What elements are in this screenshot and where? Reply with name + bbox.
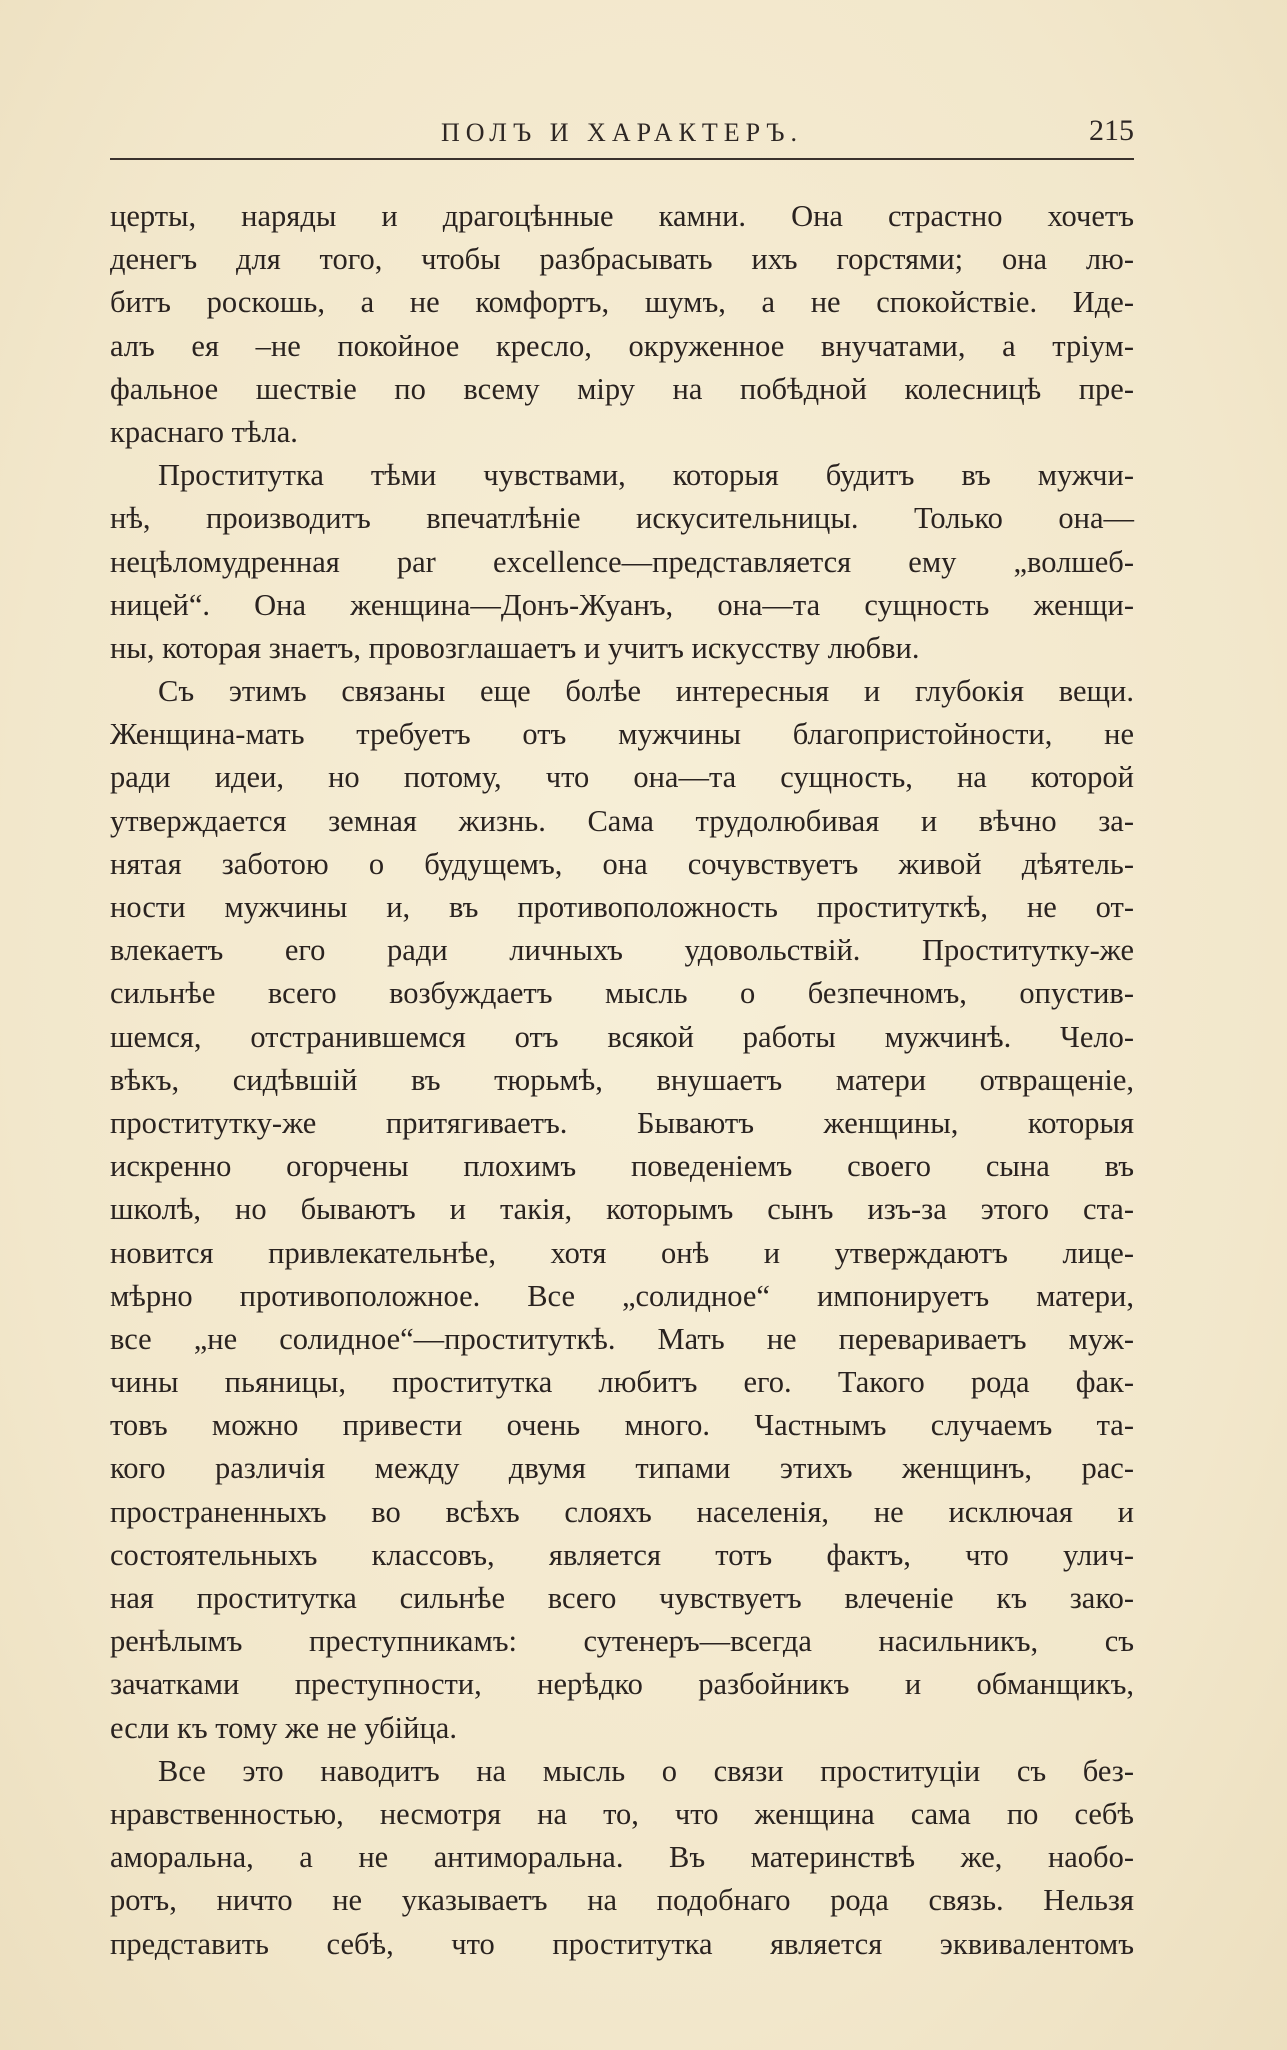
running-header — [110, 114, 1134, 158]
text-line: ренѣлымъ преступникамъ: сутенеръ—всегда насильникъ, съ — [110, 1624, 1134, 1659]
text-line: нецѣломудренная par excellence—представляется ему „волшеб- — [110, 544, 1134, 579]
text-line: кого различія между двумя типами этихъ женщинъ, рас- — [110, 1451, 1134, 1486]
page-number: 215 — [1089, 114, 1134, 147]
text-line: зачатками преступности, нерѣдко разбойникъ и обманщикъ, — [110, 1667, 1134, 1702]
text-line: состоятельныхъ классовъ, является тотъ фактъ, что улич- — [110, 1537, 1134, 1572]
text-line: пространенныхъ во всѣхъ слояхъ населенія, не исключая и — [110, 1494, 1134, 1529]
text-line: нятая заботою о будущемъ, она сочувствуетъ живой дѣятель- — [110, 846, 1134, 881]
text-line: аморальна, а не антиморальна. Въ материнствѣ же, наобо- — [110, 1840, 1134, 1875]
body-text — [110, 195, 1134, 1966]
text-line: проститутку-же притягиваетъ. Бываютъ женщины, которыя — [110, 1105, 1134, 1140]
text-line: ны, которая знаетъ, провозглашаетъ и учитъ искусству любви. — [110, 630, 920, 665]
text-line: фальное шествіе по всему міру на побѣдной колесницѣ пре- — [110, 371, 1134, 406]
text-line: сильнѣе всего возбуждаетъ мысль о безпечномъ, опустив- — [110, 976, 1134, 1011]
text-line: нравственностью, несмотря на то, что женщина сама по себѣ — [110, 1796, 1134, 1831]
text-line: все „не солидное“—проституткѣ. Мать не перевариваетъ муж- — [110, 1321, 1134, 1356]
text-line: влекаетъ его ради личныхъ удовольствій. Проститутку-же — [110, 933, 1134, 968]
text-line: представить себѣ, что проститутка является эквивалентомъ — [110, 1926, 1134, 1961]
text-line: утверждается земная жизнь. Сама трудолюбивая и вѣчно за- — [110, 803, 1134, 838]
text-line: Женщина-мать требуетъ отъ мужчины благопристойности, не — [110, 717, 1134, 752]
text-line: ротъ, ничто не указываетъ на подобнаго рода связь. Нельзя — [110, 1883, 1134, 1918]
text-line: новится привлекательнѣе, хотя онѣ и утверждаютъ лице- — [110, 1235, 1134, 1270]
text-line: Съ этимъ связаны еще болѣе интересныя и глубокія вещи. — [158, 674, 1134, 709]
text-line: искренно огорчены плохимъ поведеніемъ своего сына въ — [110, 1149, 1134, 1184]
text-line: шемся, отстранившемся отъ всякой работы мужчинѣ. Чело- — [110, 1019, 1134, 1054]
text-line: ности мужчины и, въ противоположность проституткѣ, не от- — [110, 890, 1134, 924]
running-title: ПОЛЪ И ХАРАКТЕРЪ. — [441, 118, 803, 147]
text-line: ницей“. Она женщина—Донъ-Жуанъ, она—та сущность женщи- — [110, 587, 1134, 622]
text-line: товъ можно привести очень много. Частнымъ случаемъ та- — [110, 1408, 1134, 1443]
text-line: Все это наводитъ на мысль о связи проституціи съ без- — [158, 1753, 1134, 1788]
text-line: денегъ для того, чтобы разбрасывать ихъ горстями; она лю- — [110, 242, 1134, 277]
header-rule — [110, 158, 1134, 160]
text-line: ная проститутка сильнѣе всего чувствуетъ влеченіе къ зако- — [110, 1581, 1134, 1615]
text-line: алъ ея –не покойное кресло, окруженное внучатами, а тріум- — [110, 328, 1134, 363]
text-line: Проститутка тѣми чувствами, которыя будитъ въ мужчи- — [158, 458, 1134, 493]
text-line: чины пьяницы, проститутка любитъ его. Такого рода фак- — [110, 1365, 1134, 1400]
text-line: мѣрно противоположное. Все „солидное“ импонируетъ матери, — [110, 1278, 1134, 1313]
text-line: школѣ, но бываютъ и такія, которымъ сынъ изъ-за этого ста- — [110, 1192, 1134, 1227]
text-line: церты, наряды и драгоцѣнные камни. Она страстно хочетъ — [110, 199, 1134, 233]
text-line: если къ тому же не убійца. — [110, 1710, 457, 1745]
text-line: ради идеи, но потому, что она—та сущность, на которой — [110, 760, 1134, 795]
text-line: краснаго тѣла. — [110, 414, 298, 449]
text-line: вѣкъ, сидѣвшій въ тюрьмѣ, внушаетъ матери отвращеніе, — [110, 1062, 1134, 1097]
text-line: битъ роскошь, а не комфортъ, шумъ, а не спокойствіе. Иде- — [110, 285, 1134, 320]
text-line: нѣ, производитъ впечатлѣніе искусительницы. Только она— — [110, 501, 1134, 536]
